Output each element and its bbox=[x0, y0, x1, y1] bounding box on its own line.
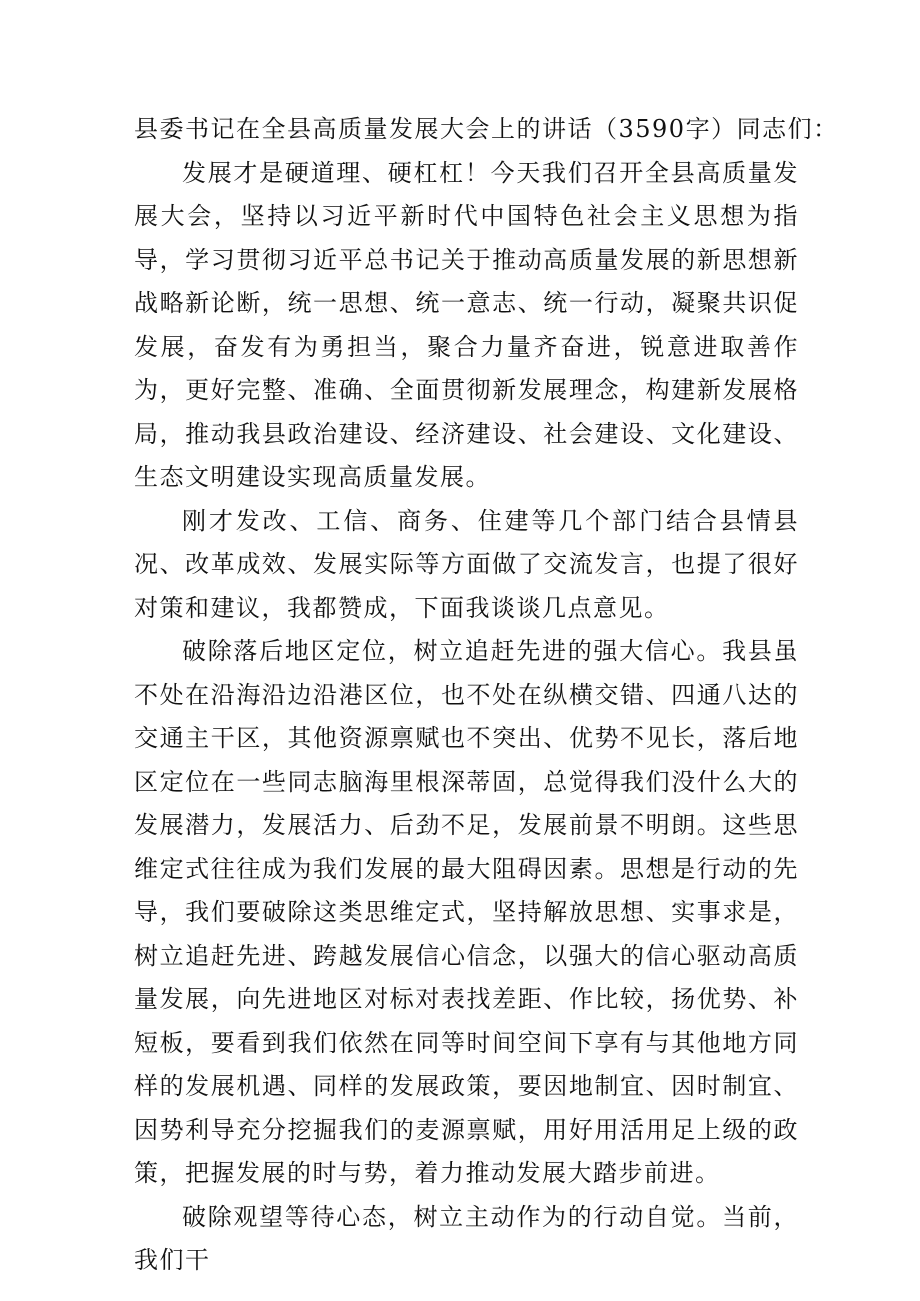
document-body bbox=[134, 108, 839, 1283]
paragraph-2: 刚才发改、工信、商务、住建等几个部门结合县情县况、改革成效、发展实际等方面做了交流发言，也提了很好对策和建议，我都赞成，下面我谈谈几点意见。 bbox=[134, 506, 799, 622]
paragraph-1: 发展才是硬道理、硬杠杠！今天我们召开全县高质量发展大会，坚持以习近平新时代中国特色社会主义思想为指导，学习贯彻习近平总书记关于推动高质量发展的新思想新战略新论断，统一思想、统一意志、统一行动，凝聚共识促发展，奋发有为勇担当，聚合力量齐奋进，锐意进取善作为，更好完整、准确、全面贯彻新发展理念，构建新发展格局，推动我县政治建设、经济建设、社会建设、文化建设、生态文明建设实现高质量发展。 bbox=[134, 158, 799, 491]
paragraph-4: 破除观望等待心态，树立主动作为的行动自觉。当前，我们干 bbox=[134, 1202, 799, 1274]
document-title-line: 县委书记在全县高质量发展大会上的讲话（3590字）同志们： bbox=[134, 115, 839, 143]
paragraph-3: 破除落后地区定位，树立追赶先进的强大信心。我县虽不处在沿海沿边沿港区位，也不处在纵横交错、四通八达的交通主干区，其他资源禀赋也不突出、优势不见长，落后地区定位在一些同志脑海里根深蒂固，总觉得我们没什么大的发展潜力，发展活力、后劲不足，发展前景不明朗。这些思维定式往往成为我们发展的最大阻碍因素。思想是行动的先导，我们要破除这类思维定式，坚持解放思想、实事求是，树立追赶先进、跨越发展信心信念，以强大的信心驱动高质量发展，向先进地区对标对表找差距、作比较，扬优势、补短板，要看到我们依然在同等时间空间下享有与其他地方同样的发展机遇、同样的发展政策，要因地制宜、因时制宜、因势利导充分挖掘我们的麦源禀赋，用好用活用足上级的政策，把握发展的时与势，着力推动发展大踏步前进。 bbox=[134, 637, 799, 1187]
